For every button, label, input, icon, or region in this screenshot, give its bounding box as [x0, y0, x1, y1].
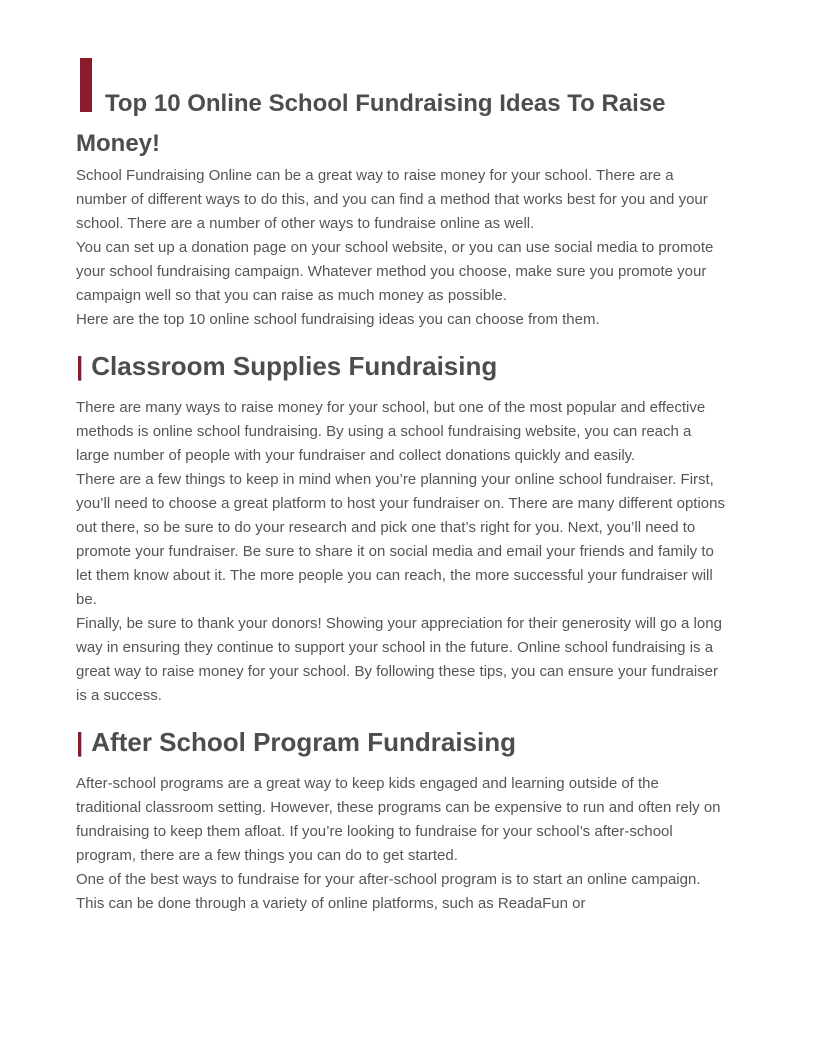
section-paragraph: Finally, be sure to thank your donors! Showing your appreciation for their generosity will go a long way in ensuring they continue to support your school in the future. Online school fundraising is a great way to raise money for your school. By following these tips, you can ensure your fundraiser is a success. — [76, 615, 722, 704]
document-page — [76, 58, 726, 916]
intro-paragraph: You can set up a donation page on your school website, or you can use social media to promote your school fundraising campaign. Whatever method you choose, make sure you promote your campaign well so that you can raise as much money as possible. — [76, 239, 714, 304]
section-marker: | — [76, 351, 84, 381]
section-paragraph: There are many ways to raise money for your school, but one of the most popular and effective methods is online school fundraising. By using a school fundraising website, you can reach a large number of people with your fundraiser and collect donations quickly and easily. — [76, 399, 706, 464]
intro-paragraph: Here are the top 10 online school fundraising ideas you can choose from them. — [76, 311, 600, 328]
section-paragraph: There are a few things to keep in mind when you’re planning your online school fundraiser. First, you’ll need to choose a great platform to host your fundraiser on. There are many different options out there, so be sure to do your research and pick one that’s right for you. Next, you’ll need to promote your fundraiser. Be sure to share it on social media and email your friends and family to let them know about it. The more people you can reach, the more successful your fundraiser will be. — [76, 471, 725, 608]
intro-paragraph: School Fundraising Online can be a great way to raise money for your school. There are a number of different ways to do this, and you can find a method that works best for you and your school. There are a number of other ways to fundraise online as well. — [76, 167, 708, 232]
intro-section — [76, 164, 726, 332]
section-heading-text: After School Program Fundraising — [91, 727, 516, 757]
section-marker: | — [76, 727, 84, 757]
section-heading — [76, 720, 726, 764]
section-paragraph: One of the best ways to fundraise for your after-school program is to start an online campaign. This can be done through a variety of online platforms, such as ReadaFun or — [76, 871, 701, 912]
title-accent-bar — [80, 58, 92, 112]
title-line-1: Top 10 Online School Fundraising Ideas To Raise — [105, 90, 666, 117]
section-classroom-supplies — [76, 344, 726, 708]
section-after-school — [76, 720, 726, 916]
section-heading — [76, 344, 726, 388]
section-heading-text: Classroom Supplies Fundraising — [91, 351, 498, 381]
title-line-2: Money! — [76, 130, 160, 157]
section-paragraph: After-school programs are a great way to keep kids engaged and learning outside of the traditional classroom setting. However, these programs can be expensive to run and often rely on fundraising to keep them afloat. If you’re looking to fundraise for your school’s after-school program, there are a few things you can do to get started. — [76, 775, 721, 864]
page-title — [76, 58, 726, 164]
